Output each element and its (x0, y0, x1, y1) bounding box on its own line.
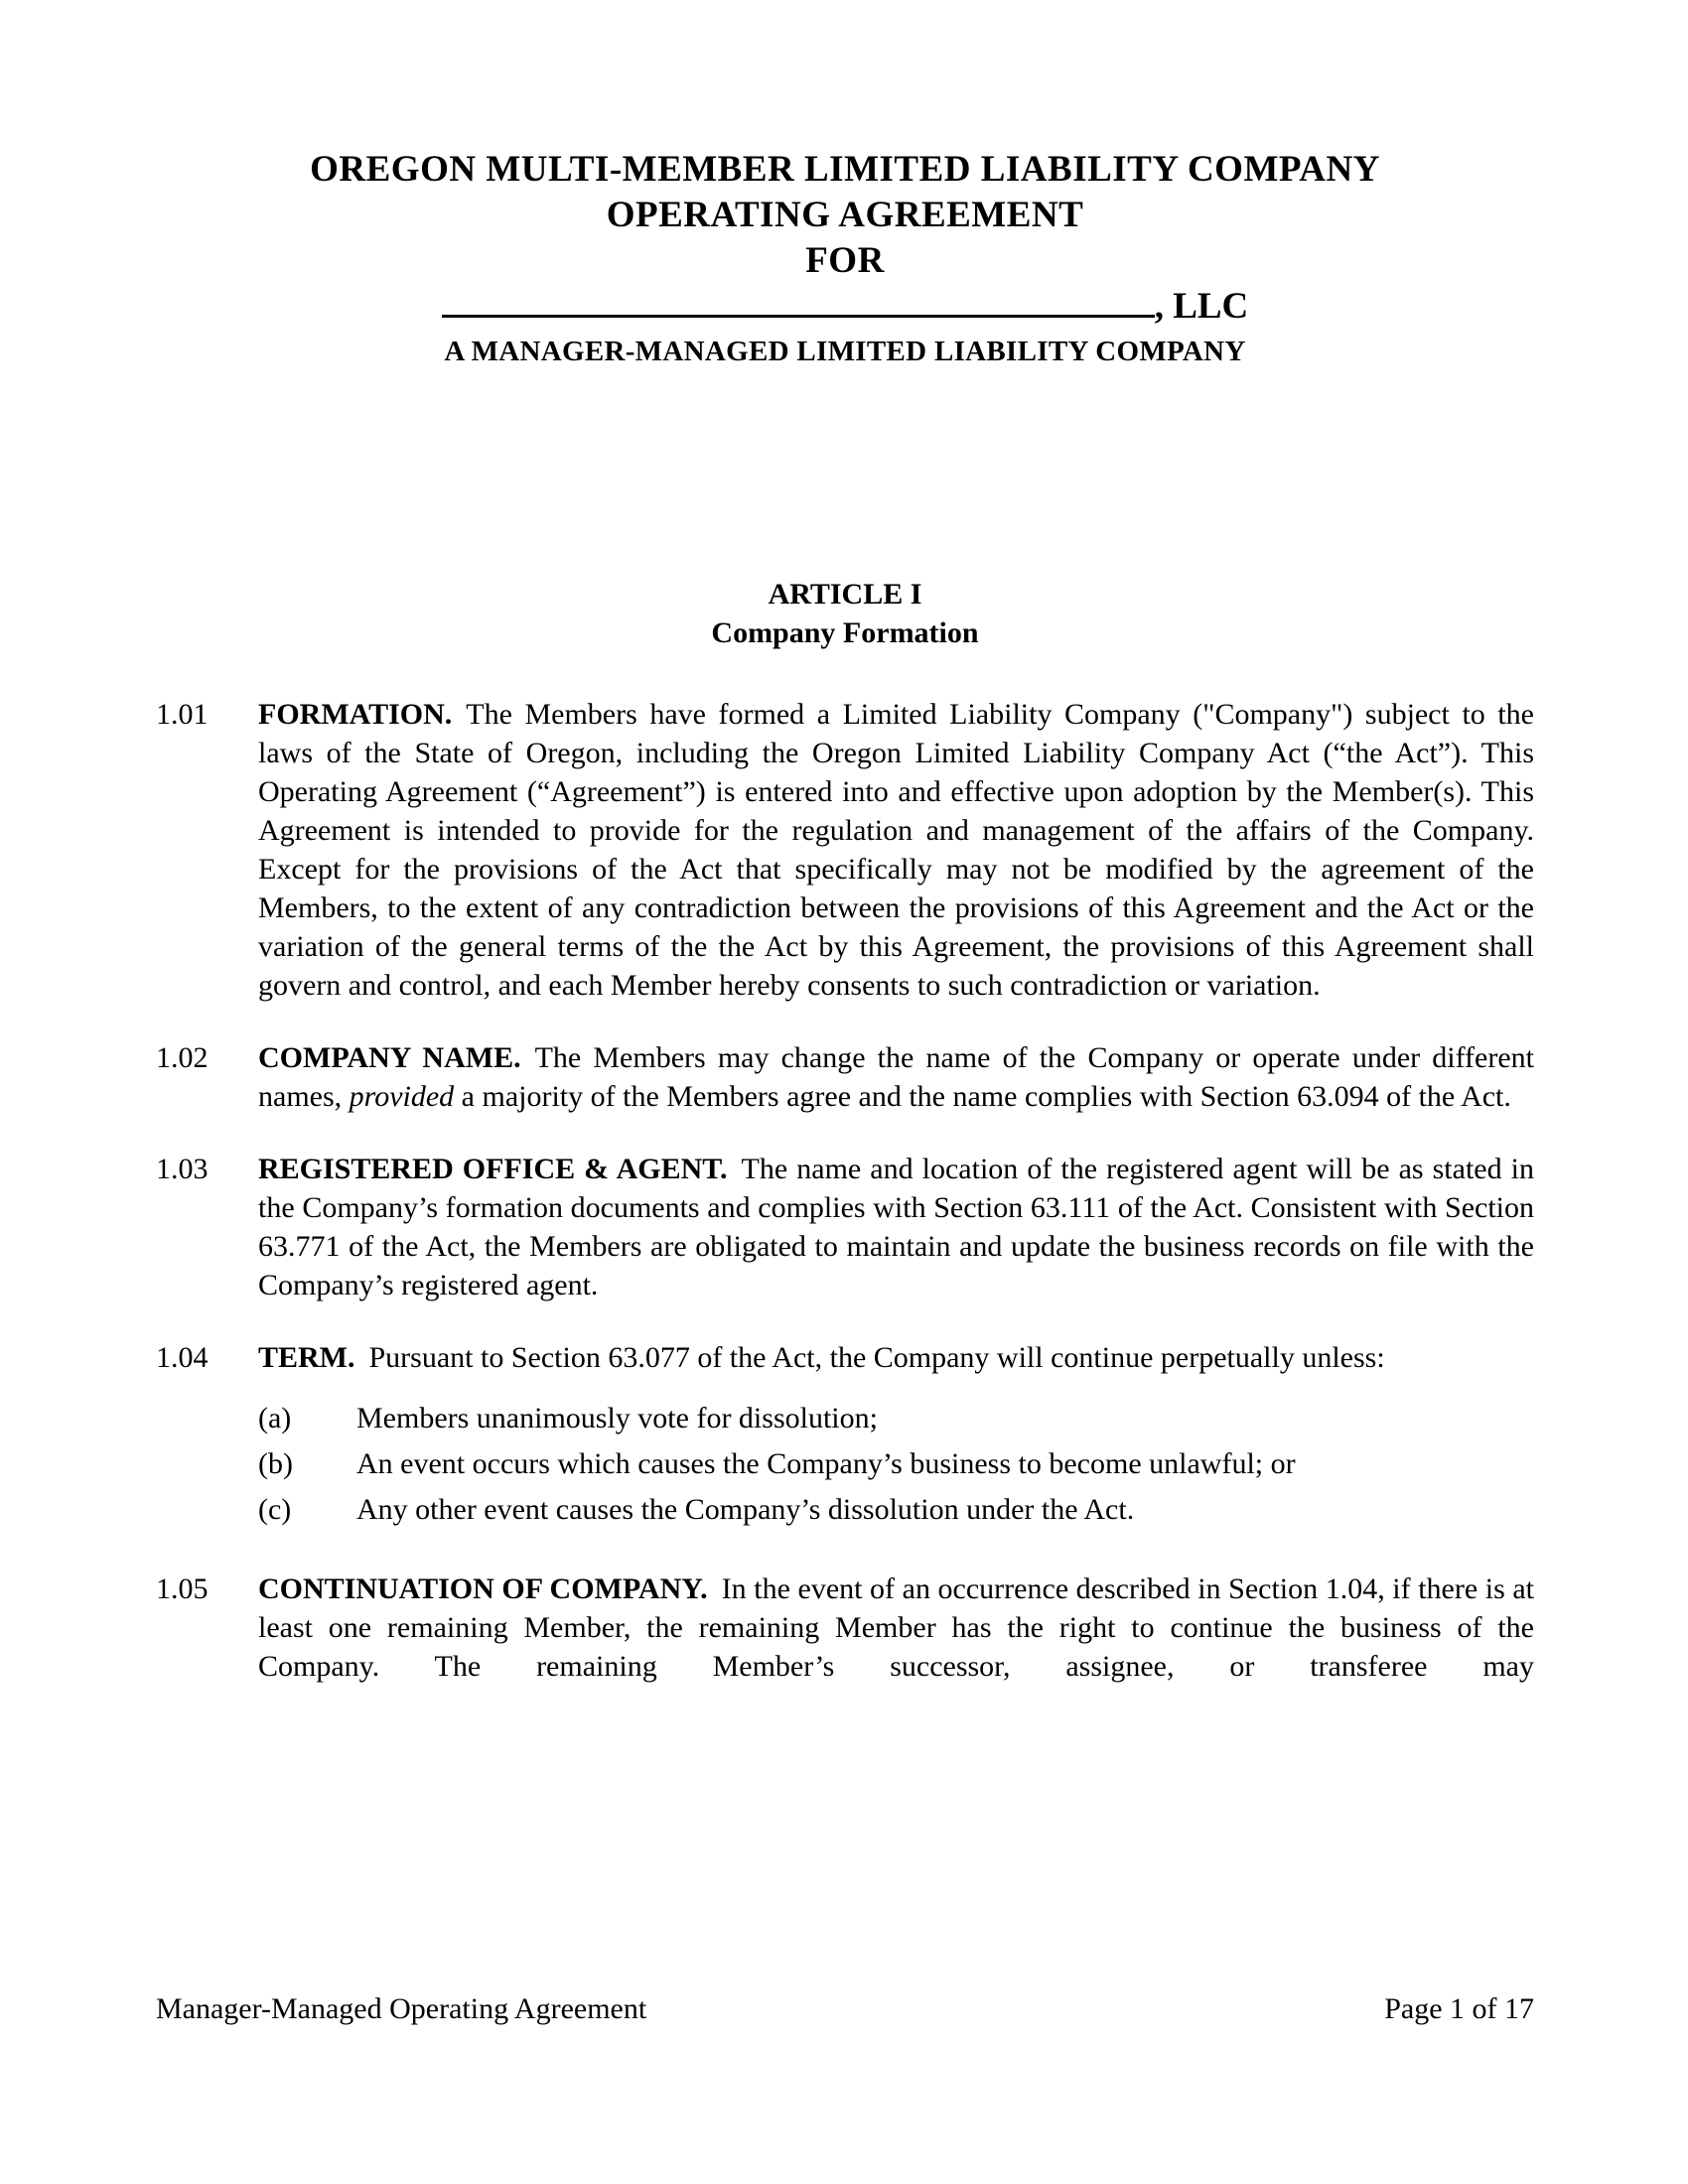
title-line-2: OPERATING AGREEMENT (606, 195, 1084, 235)
title-line-3: FOR (805, 240, 885, 281)
footer-document-name: Manager-Managed Operating Agreement (156, 1992, 647, 2025)
section-text-italic: provided (349, 1080, 455, 1113)
section-number: 1.02 (156, 1041, 209, 1074)
section-title: FORMATION. (258, 698, 453, 731)
section-body (258, 1570, 1534, 1686)
company-name-line (156, 284, 1534, 330)
document-subtitle: A MANAGER-MANAGED LIMITED LIABILITY COMPANY (444, 336, 1246, 367)
section-title: TERM. (258, 1341, 355, 1374)
page-footer (156, 1989, 1534, 2028)
section-text: Pursuant to Section 63.077 of the Act, the Company will continue perpetually unless: (368, 1341, 1385, 1374)
list-item (258, 1444, 1534, 1483)
section-text: In the event of an occurrence described in Section 1.04, if there is at least one remaining Member, the remaining Member has the right to continue the business of the Company. The remaining Member’s successor, assignee, or transferee may (258, 1572, 1534, 1683)
section-number: 1.03 (156, 1153, 209, 1185)
term-conditions-list (258, 1399, 1534, 1529)
list-item (258, 1399, 1534, 1437)
section-1-03 (156, 1150, 1534, 1304)
list-item-label: (b) (258, 1447, 293, 1480)
section-number: 1.01 (156, 698, 209, 731)
article-number: ARTICLE I (768, 578, 922, 611)
list-item (258, 1490, 1534, 1529)
section-text-before: The Members may change the name of the Company or operate under different names, (258, 1041, 1534, 1113)
list-item-label: (c) (258, 1493, 292, 1526)
section-number: 1.05 (156, 1572, 209, 1605)
section-title: COMPANY NAME. (258, 1041, 521, 1074)
section-text: The name and location of the registered agent will be as stated in the Company’s formation documents and complies with Section 63.111 of the Act. Consistent with Section 63.771 of the Act, the Members are obligated to maintain and update the business records on file with the Company’s registered agent. (258, 1153, 1534, 1301)
list-item-text: An event occurs which causes the Company’s business to become unlawful; or (356, 1447, 1296, 1480)
list-item-label: (a) (258, 1402, 292, 1434)
document-title (156, 147, 1534, 284)
section-text: The Members have formed a Limited Liability Company ("Company") subject to the laws of the State of Oregon, including the Oregon Limited Liability Company Act (“the Act”). This Operating Agreement (“Agreement”) is entered into and effective upon adoption by the Member(s). This Agreement is intended to provide for the regulation and management of the affairs of the Company. Except for the provisions of the Act that specifically may not be modified by the agreement of the Members, to the extent of any contradiction between the provisions of this Agreement and the Act or the variation of the general terms of the the Act by this Agreement, the provisions of this Agreement shall govern and control, and each Member hereby consents to such contradiction or variation. (258, 698, 1534, 1002)
company-name-suffix: , LLC (1154, 286, 1249, 327)
list-item-text: Members unanimously vote for dissolution; (356, 1402, 878, 1434)
section-intro (258, 1338, 1534, 1377)
footer-page-number: Page 1 of 17 (1384, 1992, 1534, 2025)
section-1-05 (156, 1570, 1534, 1686)
section-number: 1.04 (156, 1341, 209, 1374)
section-body (258, 1338, 1534, 1536)
section-body (258, 1150, 1534, 1304)
section-body (258, 695, 1534, 1005)
title-line-1: OREGON MULTI-MEMBER LIMITED LIABILITY COMPANY (310, 149, 1380, 190)
section-body (258, 1038, 1534, 1116)
company-name-blank-line (442, 315, 1155, 318)
section-1-02 (156, 1038, 1534, 1116)
article-heading (156, 575, 1534, 652)
section-1-04 (156, 1338, 1534, 1536)
section-title: CONTINUATION OF COMPANY. (258, 1572, 708, 1605)
section-title: REGISTERED OFFICE & AGENT. (258, 1153, 728, 1185)
article-title: Company Formation (711, 616, 979, 649)
list-item-text: Any other event causes the Company’s dissolution under the Act. (356, 1493, 1135, 1526)
section-text-after: a majority of the Members agree and the name complies with Section 63.094 of the Act. (454, 1080, 1511, 1113)
article-sections (156, 695, 1534, 1686)
section-1-01 (156, 695, 1534, 1005)
